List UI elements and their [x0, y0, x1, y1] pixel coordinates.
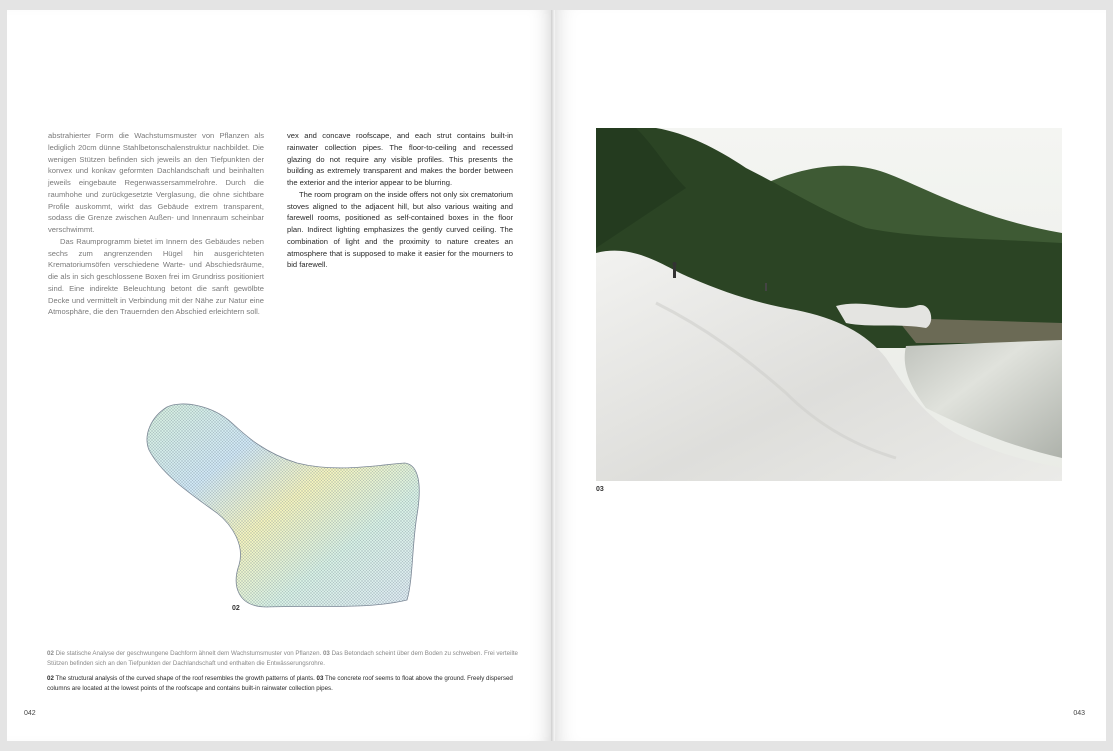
crematorium-roof-photo: [596, 128, 1062, 481]
german-paragraph-2: Das Raumprogramm bietet im Innern des Gebäudes neben sechs zum angrenzenden Hügel hin ausgerichteten Krematoriumsöfen verschiedene Warte- und Abschiedsräume, die als in sich geschlossene Boxen frei im Grundriss positioniert sind. Eine indirekte Beleuchtung betont die sanft gewölbte Decke und vermittelt in Verbindung mit der Nähe zur Natur eine Atmosphäre, die den Trauernden den Abschied erleichtern soll.: [48, 236, 264, 317]
roof-structural-analysis-figure: [137, 395, 427, 620]
page-number-left: 042: [24, 710, 36, 717]
caption-german: [47, 649, 523, 669]
caption-de-text-1: Die statische Analyse der geschwungene Dachform ähnelt dem Wachstumsmuster von Pflanzen.: [53, 650, 323, 657]
german-paragraph-1: abstrahierter Form die Wachstumsmuster von Pflanzen als lediglich 20cm dünne Stahlbetonschalenstruktur nachbildet. Die wenigen Stützen befinden sich jeweils an den Tiefpunkten der konvex und konkav geformten Dachlandschaft und beinhalten jeweils eingebaute Regenwassersammelrohre. Durch die raumhohe und zurückgesetzte Verglasung, die ohne sichtbare Profile auskommt, wirkt das Gebäude extrem transparent, sodass die Grenze zwischen Außen- und Innenraum scheinbar verschwimmt.: [48, 131, 264, 234]
right-page: [555, 10, 1106, 741]
left-page: [7, 10, 553, 741]
page-number-right: 043: [1073, 710, 1085, 717]
caption-de-num-2: 03: [322, 650, 330, 657]
figure-label-03: 03: [596, 486, 604, 493]
english-text-column: [287, 130, 513, 271]
caption-en-num-1: 02: [47, 675, 54, 682]
german-text-column: [48, 130, 264, 318]
figure-label-02: 02: [232, 605, 240, 612]
caption-en-num-2: 03: [316, 675, 324, 682]
english-paragraph-1: vex and concave roofscape, and each strut contains built-in rainwater collection pipes. The floor-to-ceiling and recessed glazing do not require any visible profiles. This presents the building as extremely transparent and makes the border between the exterior and the interior appear to be blurring.: [287, 131, 513, 187]
caption-en-text-2: The concrete roof seems to float above the ground. Freely dispersed columns are located at the lowest points of the roofscape and contains built-in rainwater collection pipes.: [47, 675, 513, 692]
caption-english: [47, 674, 523, 694]
english-paragraph-2: The room program on the inside offers not only six crematorium stoves aligned to the adjacent hill, but also various waiting and farewell rooms, positioned as self-contained boxes in the floor plan. Indirect lighting emphasizes the gently curved ceiling. The combination of light and the proximity to nature creates an atmosphere that is supposed to make it easier for the mourners to bid farewell.: [287, 189, 513, 270]
caption-en-text-1: The structural analysis of the curved shape of the roof resembles the growth patterns of plants.: [53, 675, 317, 682]
caption-de-num-1: 02: [47, 650, 54, 657]
caption-de-text-2: Das Betondach scheint über dem Boden zu schweben. Frei verteilte Stützen befinden sich an den Tiefpunkten der Dachlandschaft und enthalten die Entwässerungsrohre.: [47, 650, 518, 667]
